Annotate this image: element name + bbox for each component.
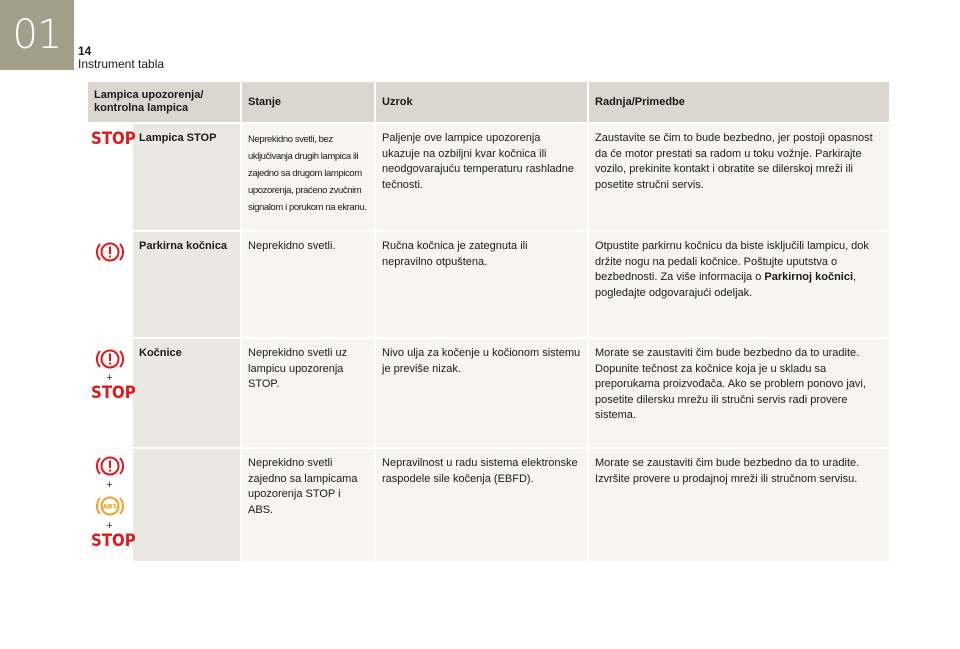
lamp-cause: Nivo ulja za kočenje u kočionom sistemu je previše nizak. bbox=[376, 339, 587, 447]
lamp-action: Zaustavite se čim to bude bezbedno, jer postoji opasnost da će motor prestati sa radom u toku vožnje. Parkirajte vozilo, prekinite kontakt i obratite se dilerskoj mreži ili posetite stručni servis. bbox=[589, 124, 889, 230]
table-row bbox=[88, 232, 889, 337]
lamp-action: Morate se zaustaviti čim bude bezbedno da to uradite. Izvršite provere u prodajnoj mreži ili stručnom servisu. bbox=[589, 449, 889, 561]
lamp-state: Neprekidno svetli, bez uključivanja drugih lampica ili zajedno sa drugom lampicom upozorenja, praćeno zvučnim signalom i porukom na ekranu. bbox=[242, 124, 374, 230]
page-title: Instrument tabla bbox=[78, 57, 165, 71]
brake-warning-icon bbox=[94, 454, 126, 478]
stop-warning-icon: STOP bbox=[91, 531, 136, 551]
table-header-row bbox=[88, 82, 889, 122]
chapter-tab bbox=[0, 0, 74, 70]
stop-warning-icon: STOP bbox=[91, 129, 136, 149]
warning-lamps-table bbox=[86, 80, 891, 563]
header-cause: Uzrok bbox=[376, 82, 587, 122]
row-icons bbox=[88, 124, 136, 230]
plus-sign: + bbox=[106, 520, 113, 532]
row-icons bbox=[88, 449, 136, 561]
row-icons bbox=[88, 339, 136, 447]
plus-sign: + bbox=[106, 372, 113, 384]
lamp-state: Neprekidno svetli zajedno sa lampicama upozorenja STOP i ABS. bbox=[242, 449, 374, 561]
action-text: , pogledajte odgovarajući odeljak. bbox=[595, 271, 857, 299]
stop-warning-icon: STOP bbox=[91, 383, 136, 403]
lamp-name: Kočnice bbox=[133, 339, 240, 447]
header-state: Stanje bbox=[242, 82, 374, 122]
plus-sign: + bbox=[106, 479, 113, 491]
table-row bbox=[88, 339, 889, 447]
action-text: Otpustite parkirnu kočnicu da biste isključili lampicu, dok držite nogu na pedali kočnice. Poštujte uputstva o bezbednosti. Za više informacija o bbox=[595, 240, 869, 283]
action-link-text: Parkirnoj kočnici bbox=[764, 271, 854, 283]
table-row bbox=[88, 449, 889, 561]
lamp-cause: Ručna kočnica je zategnuta ili nepravilno otpuštena. bbox=[376, 232, 587, 337]
header-lamp: Lampica upozorenja/ kontrolna lampica bbox=[88, 82, 240, 122]
row-icons bbox=[88, 232, 131, 337]
lamp-action: Morate se zaustaviti čim bude bezbedno da to uradite. Dopunite tečnost za kočnice koja je u skladu sa preporukama proizvođača. Ako se problem ponovo javi, posetite dilersku mrežu ili stručni servis radi provere sistema. bbox=[589, 339, 889, 447]
chapter-number: 01 bbox=[12, 12, 62, 58]
lamp-name: Lampica STOP bbox=[133, 124, 240, 230]
header-action: Radnja/Primedbe bbox=[589, 82, 889, 122]
abs-warning-icon bbox=[94, 493, 126, 519]
lamp-cause: Nepravilnost u radu sistema elektronske raspodele sile kočenja (EBFD). bbox=[376, 449, 587, 561]
abs-label: ABS bbox=[102, 502, 117, 511]
page-number: 14 bbox=[78, 44, 92, 58]
lamp-state: Neprekidno svetli uz lampicu upozorenja STOP. bbox=[242, 339, 374, 447]
lamp-action bbox=[589, 232, 889, 337]
lamp-cause: Paljenje ove lampice upozorenja ukazuje na ozbiljni kvar kočnica ili neodgovarajuću temperaturu rashladne tečnosti. bbox=[376, 124, 587, 230]
lamp-state: Neprekidno svetli. bbox=[242, 232, 374, 337]
lamp-name bbox=[133, 449, 240, 561]
lamp-name: Parkirna kočnica bbox=[133, 232, 240, 337]
brake-warning-icon bbox=[94, 240, 126, 264]
table-row bbox=[88, 124, 889, 230]
brake-warning-icon bbox=[94, 347, 126, 371]
